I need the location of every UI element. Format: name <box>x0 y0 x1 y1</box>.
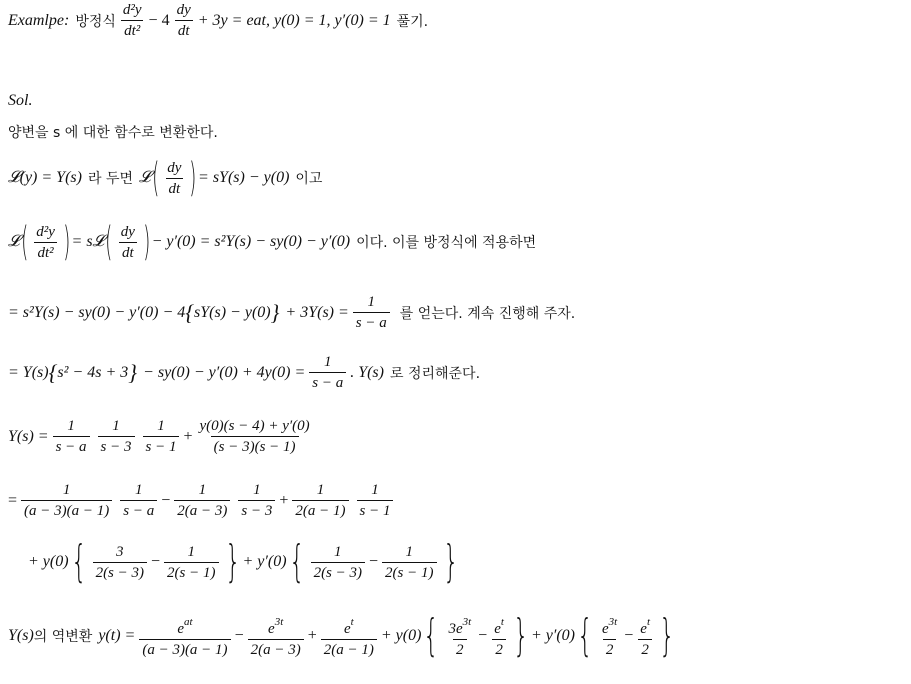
equation-line <box>8 482 397 519</box>
fraction <box>197 418 313 455</box>
left-paren: ( <box>105 219 113 265</box>
numerator: $e^t$ <box>494 616 504 637</box>
math-text: = Y(s) <box>8 363 49 381</box>
equation-line <box>8 219 537 265</box>
fraction <box>248 614 304 658</box>
denominator: dt <box>175 20 193 39</box>
fraction <box>357 482 394 519</box>
math-text: − y′(0) = s²Y(s) − sy(0) − y′(0) <box>151 233 351 250</box>
math-text: Y(s) <box>8 627 34 644</box>
fraction <box>118 224 138 261</box>
equation-line <box>8 418 317 455</box>
text: 이고 <box>295 171 323 187</box>
numerator: dy <box>176 2 191 18</box>
left-brace: { <box>577 610 593 661</box>
numerator: 1 <box>371 482 379 498</box>
math-text: , y(0) = 1, y′(0) = 1 <box>266 11 391 29</box>
numerator: 1 <box>405 543 414 560</box>
example-label: Examlpe: <box>8 11 70 29</box>
fraction <box>174 482 230 519</box>
numerator: d²y <box>36 223 55 240</box>
laplace-symbol: 𝓛 <box>8 233 20 250</box>
problem-text: 방정식 <box>75 13 116 30</box>
fraction <box>53 418 90 455</box>
fraction <box>491 614 507 658</box>
right-brace: } <box>659 610 675 661</box>
numerator: 3 <box>116 543 124 560</box>
math-text: = sY(s) − y(0) <box>198 169 290 186</box>
problem-statement <box>8 2 428 39</box>
numerator: 1 <box>198 482 207 498</box>
numerator: 1 <box>135 482 143 498</box>
equation-line <box>8 354 480 391</box>
math-text: y(t) = <box>98 627 136 644</box>
fraction <box>174 2 194 39</box>
left-brace: { <box>423 610 440 661</box>
numerator: dy <box>167 159 182 176</box>
numerator: 1 <box>253 482 261 498</box>
denominator: s − a <box>309 372 346 391</box>
sol-label: Sol. <box>8 92 33 109</box>
right-brace: } <box>270 299 280 325</box>
numerator: $3e^{3t}$ <box>448 616 472 637</box>
denominator: s − a <box>53 436 90 455</box>
denominator: 2(a − 1) <box>292 500 348 519</box>
denominator: 2 <box>638 639 652 658</box>
math-text: + y′(0) <box>242 553 287 570</box>
left-brace: { <box>48 359 58 385</box>
right-brace: } <box>128 359 138 385</box>
denominator: 2(a − 3) <box>174 500 230 519</box>
math-text: . Y(s) <box>350 363 384 381</box>
math-text: − <box>234 627 244 644</box>
math-text: Y(s) = <box>8 427 49 445</box>
math-text: − <box>151 553 161 570</box>
text: 를 얻는다. 계속 진행해 주자. <box>399 305 576 322</box>
right-brace: } <box>513 610 529 661</box>
math-text: + 3y = e <box>197 11 254 29</box>
denominator: dt <box>166 178 184 197</box>
numerator: 1 <box>367 294 376 310</box>
math-text: + 3Y(s) = <box>285 303 349 321</box>
fraction <box>311 544 365 581</box>
denominator: s − a <box>353 312 390 331</box>
text-line <box>8 122 218 142</box>
denominator: 2 <box>603 639 617 658</box>
fraction <box>120 482 157 519</box>
math-text: = s𝓛 <box>71 233 105 250</box>
denominator: 2(a − 3) <box>248 639 304 658</box>
math-text: sY(s) − y(0) <box>194 303 271 321</box>
text: 의 역변환 <box>33 629 93 645</box>
numerator: y(0)(s − 4) + y′(0) <box>199 418 310 434</box>
denominator: dt² <box>121 20 143 39</box>
math-text: = <box>8 491 18 509</box>
numerator: $e^{at}$ <box>177 616 193 637</box>
math-text: = s²Y(s) − sy(0) − y′(0) − 4 <box>8 303 186 321</box>
fraction <box>93 544 147 581</box>
left-brace: { <box>288 536 305 587</box>
denominator: (a − 3)(a − 1) <box>21 500 112 519</box>
right-paren: ) <box>189 155 197 201</box>
fraction <box>321 614 377 658</box>
fraction <box>637 614 653 658</box>
denominator: 2 <box>492 639 506 658</box>
denominator: s − 3 <box>238 500 275 519</box>
solution-heading <box>8 92 32 110</box>
math-text: − <box>369 553 379 570</box>
numerator: 1 <box>187 543 196 560</box>
numerator: $e^t$ <box>343 616 354 637</box>
denominator: (s − 3)(s − 1) <box>211 436 299 455</box>
fraction <box>445 614 474 658</box>
numerator: $e^{3t}$ <box>268 616 284 637</box>
fraction <box>164 160 184 197</box>
left-paren: ( <box>151 155 159 201</box>
fraction <box>21 482 112 519</box>
text: 이다. 이를 방정식에 적용하면 <box>356 235 537 251</box>
denominator: dt² <box>34 242 56 261</box>
fraction <box>98 418 135 455</box>
equation-line <box>28 536 461 587</box>
denominator: s − a <box>120 500 157 519</box>
math-text: s² − 4s + 3 <box>57 363 129 381</box>
numerator: 1 <box>112 418 120 434</box>
denominator: 2(s − 3) <box>311 562 365 581</box>
fraction <box>143 418 180 455</box>
fraction <box>120 2 145 39</box>
denominator: dt <box>119 242 137 261</box>
denominator: s − 1 <box>143 436 180 455</box>
numerator: 1 <box>157 418 165 434</box>
right-brace: } <box>224 536 241 587</box>
equation-line <box>8 610 677 661</box>
right-paren: ) <box>143 219 151 265</box>
math-text: − sy(0) − y′(0) + 4y(0) = <box>143 363 306 381</box>
math-text: + y(0) <box>380 627 422 644</box>
problem-text: 풀기. <box>396 13 429 30</box>
fraction <box>238 482 275 519</box>
math-text: − <box>624 627 634 644</box>
math-text: + <box>307 627 317 644</box>
fraction <box>599 614 620 658</box>
laplace-symbol: 𝓛 <box>139 169 151 186</box>
left-brace: { <box>185 299 195 325</box>
fraction <box>139 614 230 658</box>
equation-line <box>8 155 323 201</box>
right-brace: } <box>442 536 459 587</box>
exponent: at <box>253 11 266 29</box>
text: 라 두면 <box>87 171 133 187</box>
math-text: 𝓛(y) = Y(s) <box>8 169 82 186</box>
fraction <box>292 482 348 519</box>
paragraph: 양변을 s 에 대한 함수로 변환한다. <box>8 125 218 141</box>
denominator: 2 <box>453 639 467 658</box>
math-text: − <box>161 491 171 509</box>
fraction <box>309 354 346 391</box>
numerator: 1 <box>316 482 325 498</box>
math-text: − <box>478 627 488 644</box>
math-text: + <box>183 427 193 445</box>
denominator: s − 3 <box>98 436 135 455</box>
numerator: 1 <box>323 354 332 370</box>
denominator: 2(s − 3) <box>93 562 147 581</box>
text: 로 정리해준다. <box>389 365 481 382</box>
right-paren: ) <box>63 219 71 265</box>
left-paren: ( <box>20 219 28 265</box>
numerator: 1 <box>67 418 75 434</box>
left-brace: { <box>70 536 87 587</box>
equation-line <box>8 294 575 331</box>
fraction <box>353 294 390 331</box>
denominator: 2(a − 1) <box>321 639 377 658</box>
numerator: $e^t$ <box>640 616 650 637</box>
numerator: $e^{3t}$ <box>602 616 618 637</box>
math-text: + <box>279 491 289 509</box>
math-text: − 4 <box>148 11 170 29</box>
fraction <box>164 544 218 581</box>
denominator: (a − 3)(a − 1) <box>139 639 230 658</box>
denominator: 2(s − 1) <box>382 562 436 581</box>
fraction <box>382 544 436 581</box>
numerator: 1 <box>62 482 71 498</box>
denominator: 2(s − 1) <box>164 562 218 581</box>
numerator: d²y <box>122 2 142 18</box>
denominator: s − 1 <box>357 500 394 519</box>
math-text: + y(0) <box>28 553 69 570</box>
numerator: dy <box>120 223 135 240</box>
numerator: 1 <box>334 543 342 560</box>
fraction <box>33 224 58 261</box>
math-text: + y′(0) <box>530 627 575 644</box>
